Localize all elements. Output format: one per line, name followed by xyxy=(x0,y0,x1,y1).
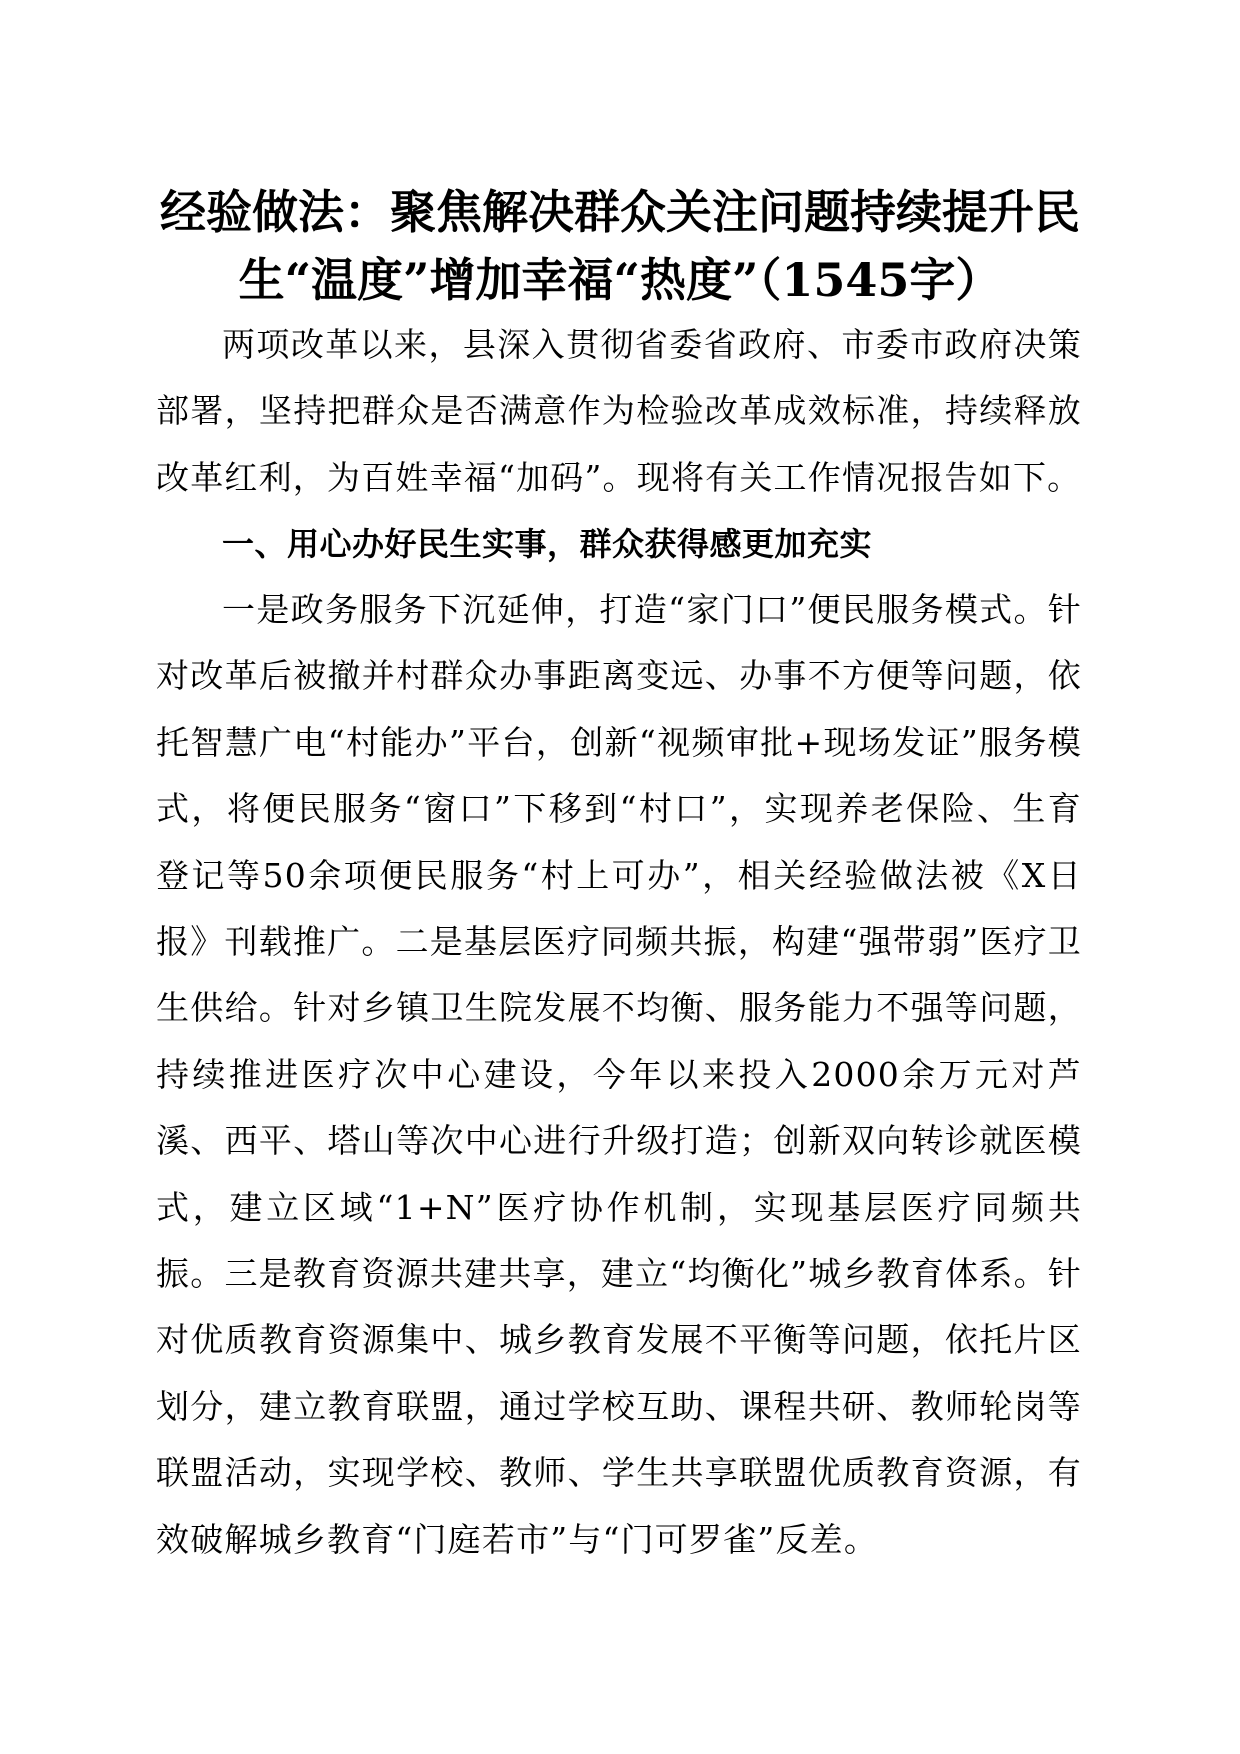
section-1-paragraph: 一是政务服务下沉延伸，打造“家门口”便民服务模式。针对改革后被撤并村群众办事距离变远、办事不方便等问题，依托智慧广电“村能办”平台，创新“视频审批+现场发证”服务模式，将便民服务“窗口”下移到“村口”，实现养老保险、生育登记等50余项便民服务“村上可办”，相关经验做法被《X日报》刊载推广。二是基层医疗同频共振，构建“强带弱”医疗卫生供给。针对乡镇卫生院发展不均衡、服务能力不强等问题，持续推进医疗次中心建设，今年以来投入2000余万元对芦溪、西平、塔山等次中心进行升级打造；创新双向转诊就医模式，建立区域“1+N”医疗协作机制，实现基层医疗同频共振。三是教育资源共建共享，建立“均衡化”城乡教育体系。针对优质教育资源集中、城乡教育发展不平衡等问题，依托片区划分，建立教育联盟，通过学校互助、课程共研、教师轮岗等联盟活动，实现学校、教师、学生共享联盟优质教育资源，有效破解城乡教育“门庭若市”与“门可罗雀”反差。 xyxy=(156,590,1082,1559)
document-title: 经验做法：聚焦解决群众关注问题持续提升民生“温度”增加幸福“热度”（1545字） xyxy=(160,185,1080,307)
intro-paragraph: 两项改革以来，县深入贯彻省委省政府、市委市政府决策部署，坚持把群众是否满意作为检验改革成效标准，持续释放改革红利，为百姓幸福“加码”。现将有关工作情况报告如下。 xyxy=(156,325,1082,497)
section-1-heading: 一、用心办好民生实事，群众获得感更加充实 xyxy=(222,525,873,563)
